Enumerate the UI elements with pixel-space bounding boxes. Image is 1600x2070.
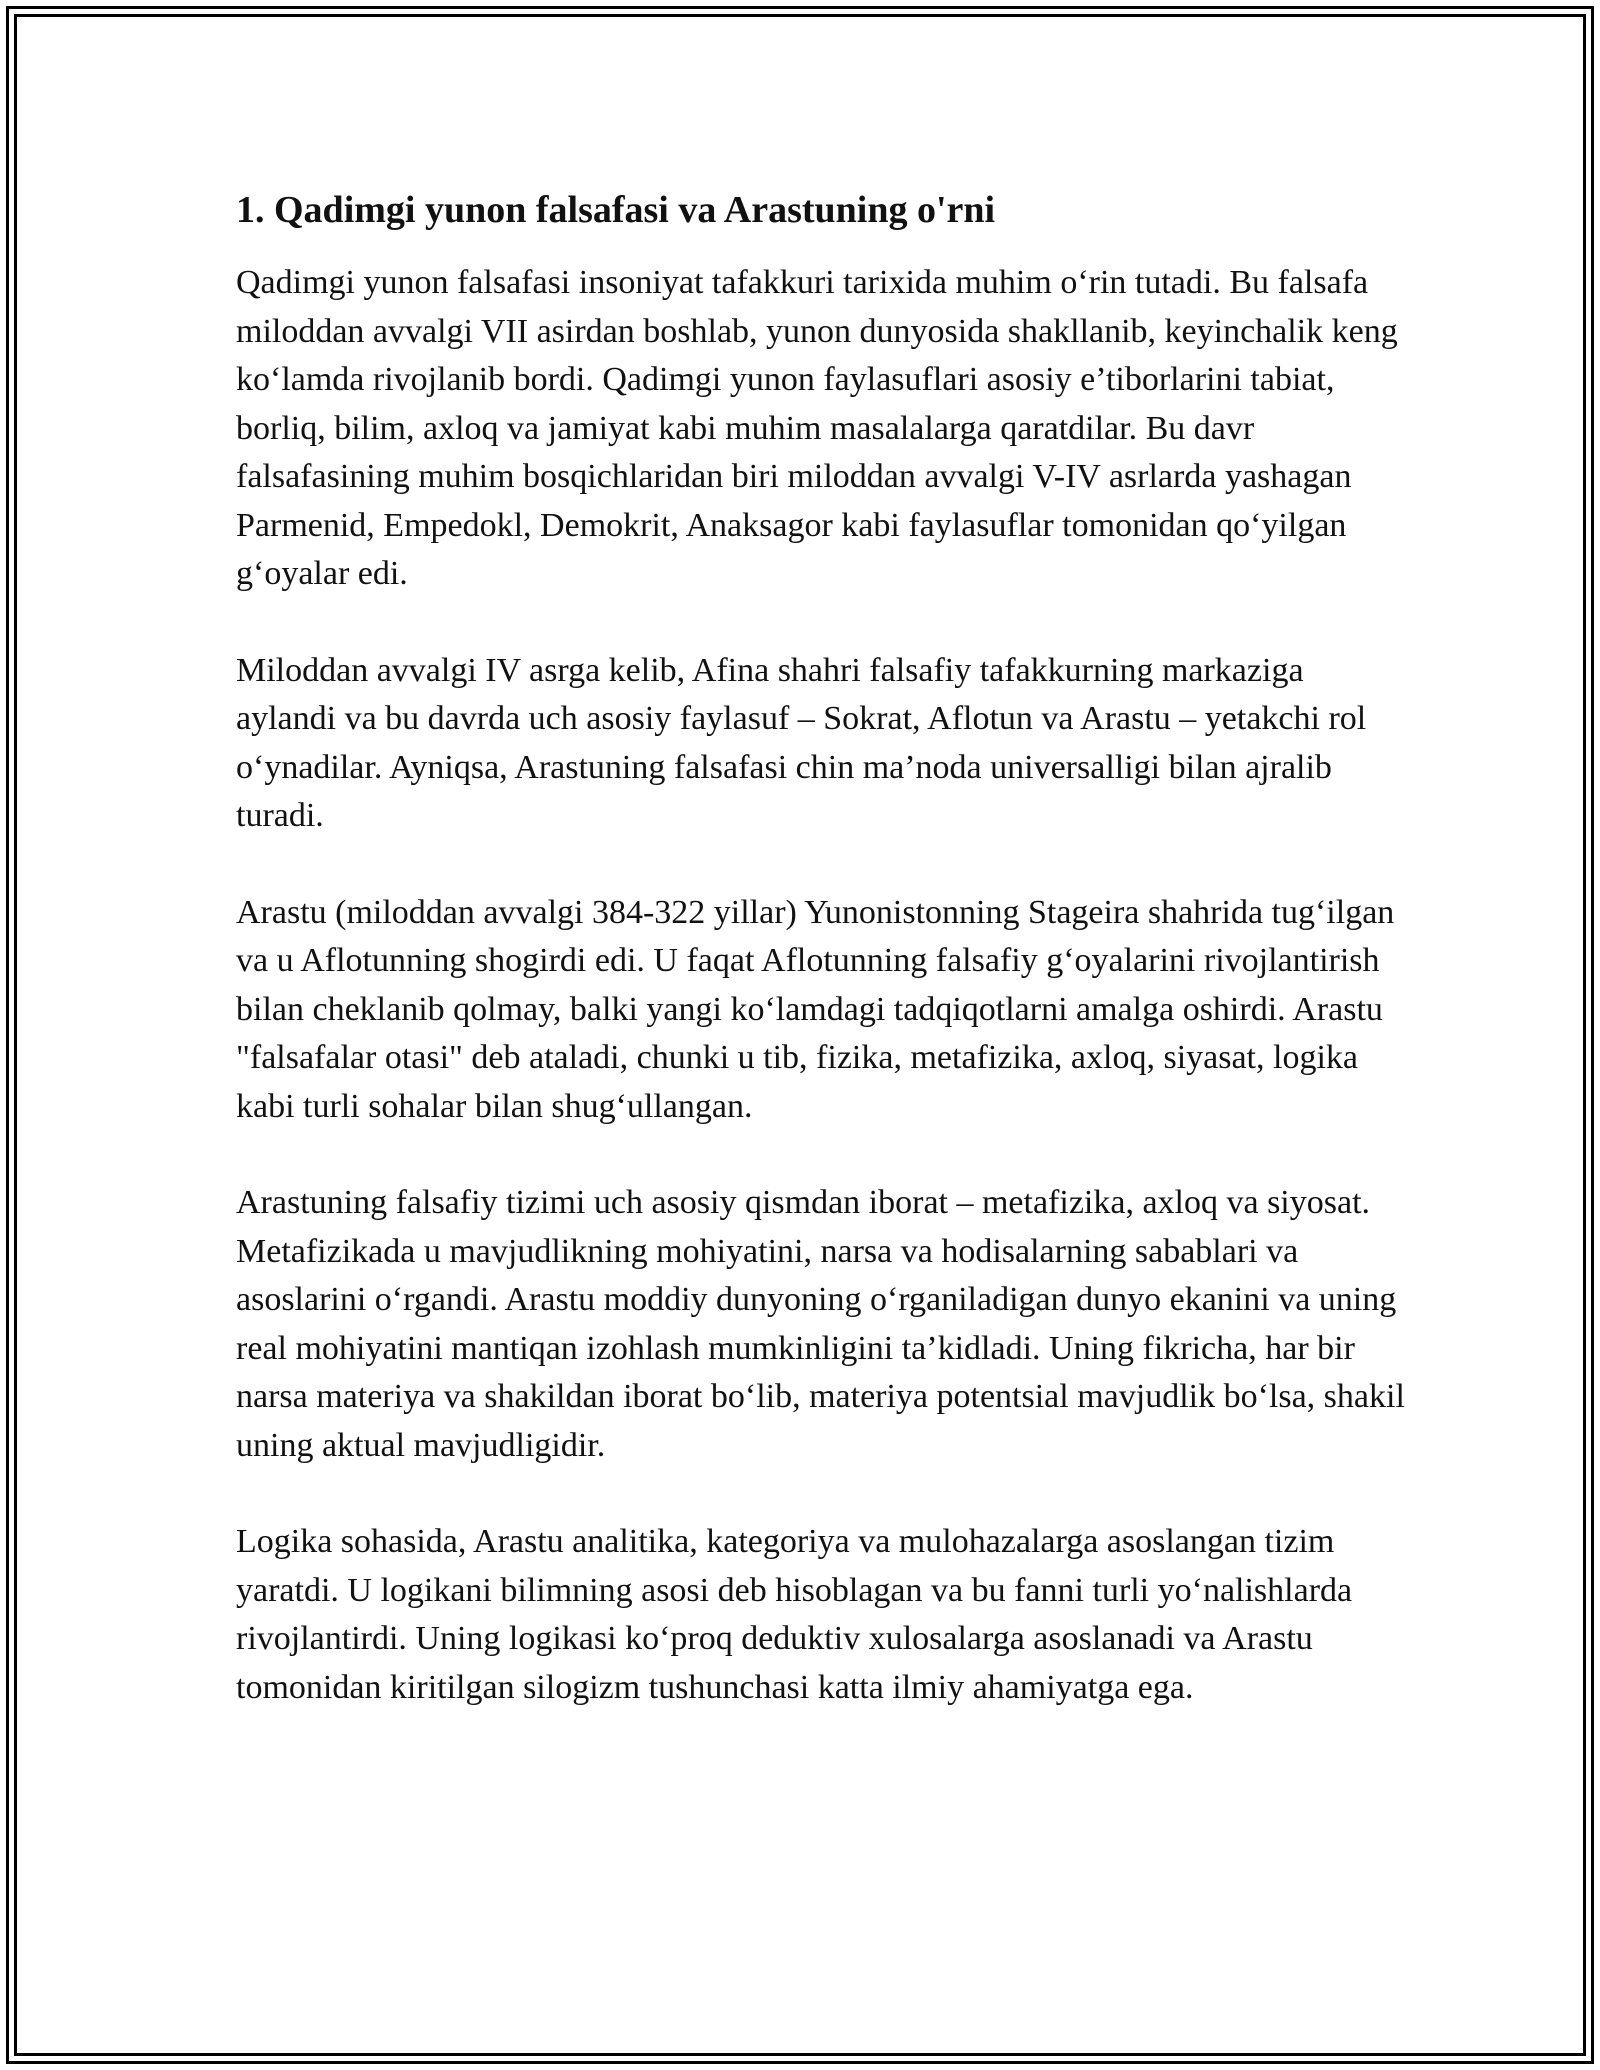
document-body (236, 186, 1406, 1760)
section-heading: 1. Qadimgi yunon falsafasi va Arastuning o'rni (236, 189, 996, 231)
paragraph-4: Arastuning falsafiy tizimi uch asosiy qismdan iborat – metafizika, axloq va siyosat. Metafizikada u mavjudlikning mohiyatini, narsa va hodisalarning sabablari va asoslarini o‘rgandi. Arastu moddiy dunyoning o‘rganiladigan dunyo ekanini va uning real mohiyatini mantiqan izohlash mumkinligini ta’kidladi. Uning fikricha, har bir narsa materiya va shakildan iborat bo‘lib, materiya potentsial mavjudlik bo‘lsa, shakil uning aktual mavjudligidir. (236, 1184, 1405, 1464)
paragraph-3: Arastu (miloddan avvalgi 384-322 yillar) Yunonistonning Stageira shahrida tug‘ilgan va u Aflotunning shogirdi edi. U faqat Aflotunning falsafiy g‘oyalarini rivojlantirish bilan cheklanib qolmay, balki yangi ko‘lamdagi tadqiqotlarni amalga oshirdi. Arastu "falsafalar otasi" deb ataladi, chunki u tib, fizika, metafizika, axloq, siyasat, logika kabi turli sohalar bilan shug‘ullangan. (236, 893, 1395, 1125)
paragraph-5: Logika sohasida, Arastu analitika, kategoriya va mulohazalarga asoslangan tizim yaratdi. U logikani bilimning asosi deb hisoblagan va bu fanni turli yo‘nalishlarda rivojlantirdi. Uning logikasi ko‘proq deduktiv xulosalarga asoslanadi va Arastu tomonidan kiritilgan silogizm tushunchasi katta ilmiy ahamiyatga ega. (236, 1523, 1353, 1706)
paragraph-2: Miloddan avvalgi IV asrga kelib, Afina shahri falsafiy tafakkurning markaziga aylandi va bu davrda uch asosiy faylasuf – Sokrat, Aflotun va Arastu – yetakchi rol o‘ynadilar. Ayniqsa, Arastuning falsafasi chin ma’noda universalligi bilan ajralib turadi. (236, 651, 1367, 835)
paragraph-1: Qadimgi yunon falsafasi insoniyat tafakkuri tarixida muhim o‘rin tutadi. Bu falsafa miloddan avvalgi VII asirdan boshlab, yunon dunyosida shakllanib, keyinchalik keng ko‘lamda rivojlanib bordi. Qadimgi yunon faylasuflari asosiy e’tiborlarini tabiat, borliq, bilim, axloq va jamiyat kabi muhim masalalarga qaratdilar. Bu davr falsafasining muhim bosqichlaridan biri miloddan avvalgi V-IV asrlarda yashagan Parmenid, Empedokl, Demokrit, Anaksagor kabi faylasuflar tomonidan qo‘yilgan g‘oyalar edi. (236, 264, 1398, 593)
